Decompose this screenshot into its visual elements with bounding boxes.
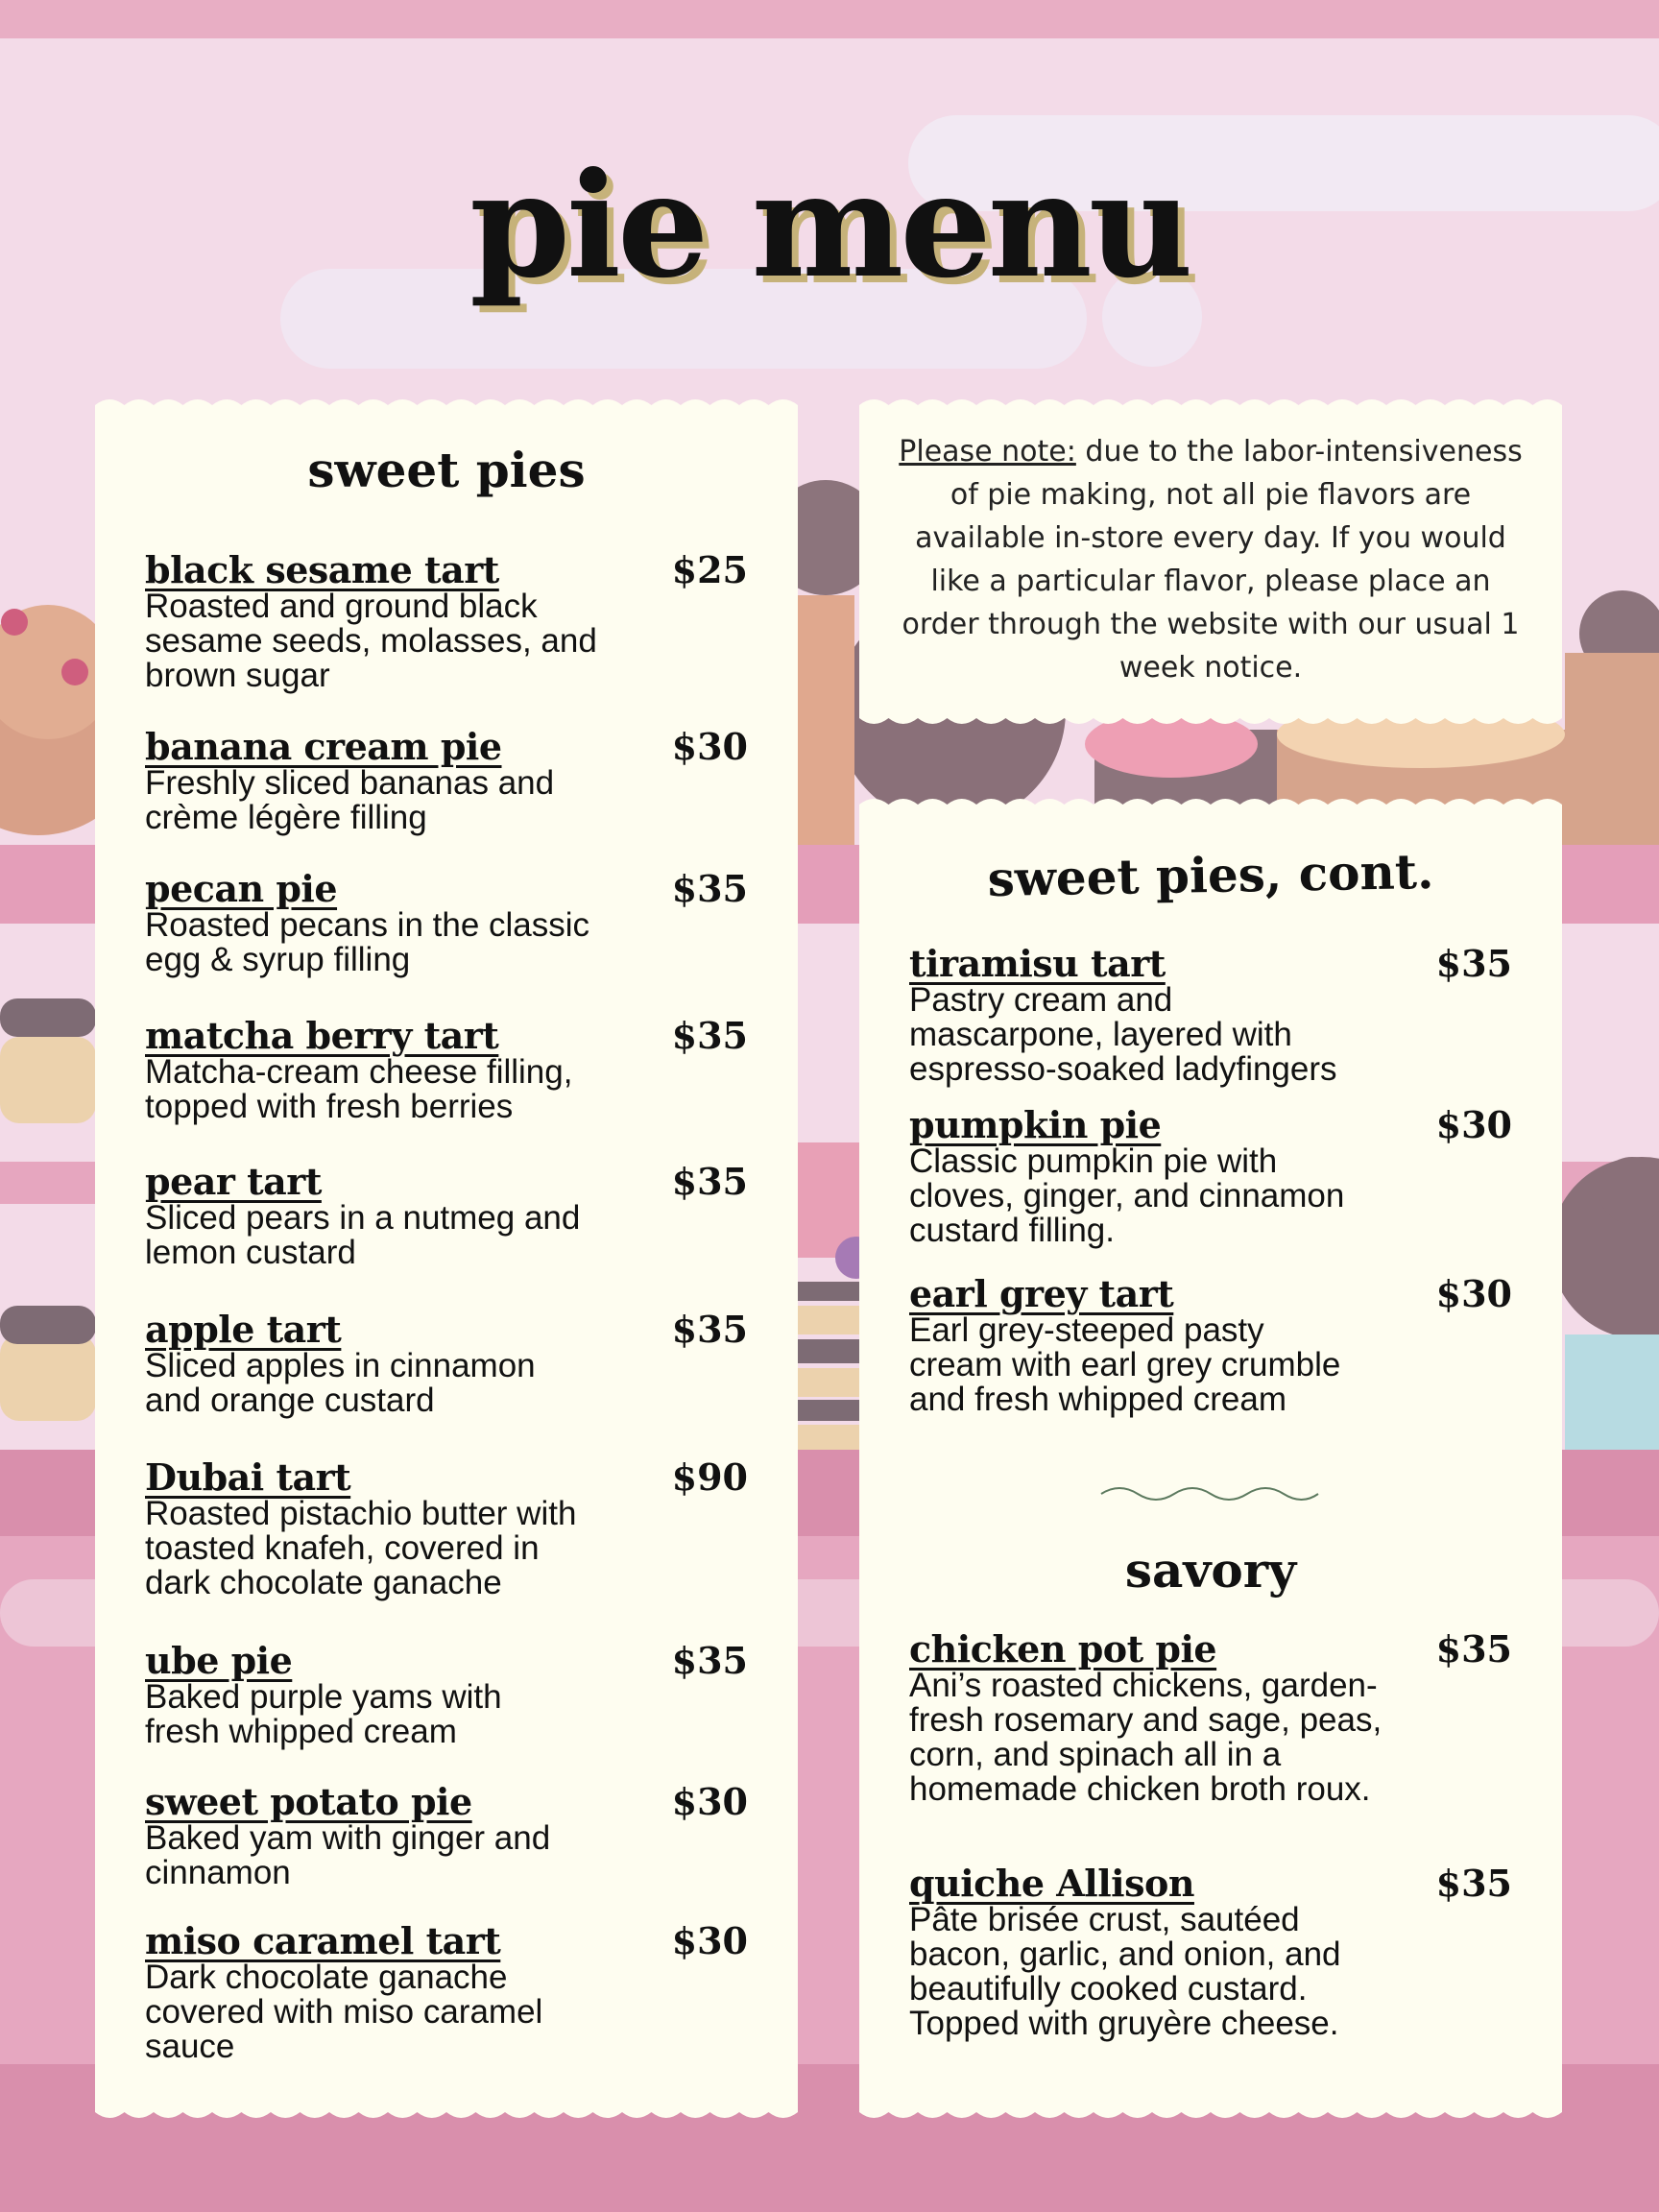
- menu-item: [145, 1309, 748, 1418]
- sweet-pies-heading: sweet pies: [307, 442, 586, 498]
- item-name: quiche Allison: [909, 1862, 1194, 1905]
- item-name: tiramisu tart: [909, 942, 1166, 985]
- menu-item: [145, 1781, 748, 1890]
- note-text: due to the labor-intensiveness of pie making, not all pie flavors are available in-store every day. If you would like a particular flavor, please place an order through the website with our usual 1 week notice.: [902, 435, 1523, 685]
- item-price: $30: [1435, 1103, 1512, 1146]
- savory-heading: savory: [1124, 1542, 1297, 1599]
- availability-note: [898, 430, 1524, 689]
- item-price: $35: [1435, 1862, 1512, 1905]
- item-description: Sliced apples in cinnamon and orange custard: [145, 1347, 536, 1419]
- item-name: sweet potato pie: [145, 1780, 472, 1823]
- item-description: Baked yam with ginger and cinnamon: [145, 1819, 551, 1891]
- sweet-pies-cont-heading: sweet pies, cont.: [987, 842, 1434, 908]
- item-description: Classic pumpkin pie with cloves, ginger, and cinnamon custard filling.: [909, 1142, 1345, 1249]
- menu-title: pie menu: [469, 141, 1190, 310]
- item-description: Earl grey-steeped pasty cream with earl grey crumble and fresh whipped cream: [909, 1311, 1341, 1418]
- item-description: Pastry cream and mascarpone, layered with espresso-soaked ladyfingers: [909, 981, 1337, 1088]
- wavy-top-edge: [859, 394, 1562, 413]
- menu-item: [145, 1920, 748, 2064]
- item-price: $35: [671, 1308, 748, 1351]
- menu-item: [145, 726, 748, 835]
- item-name: pecan pie: [145, 867, 338, 910]
- item-description: Roasted pecans in the classic egg & syrup filling: [145, 906, 590, 978]
- item-name: miso caramel tart: [145, 1919, 501, 1962]
- item-description: Freshly sliced bananas and crème légère filling: [145, 764, 555, 836]
- menu-item: [145, 1640, 748, 1749]
- item-description: Pâte brisée crust, sautéed bacon, garlic, and onion, and beautifully cooked custard. Topped with gruyère cheese.: [909, 1901, 1341, 2042]
- wavy-bottom-edge: [859, 710, 1562, 730]
- item-description: Matcha-cream cheese filling, topped with fresh berries: [145, 1053, 573, 1125]
- menu-item: [145, 549, 748, 693]
- menu-item: [145, 868, 748, 977]
- sweet-pies-card: [95, 405, 798, 2112]
- item-price: $35: [1435, 942, 1512, 985]
- item-price: $30: [671, 1919, 748, 1962]
- note-label: Please note:: [899, 435, 1076, 469]
- wavy-bottom-edge: [859, 2104, 1562, 2124]
- item-price: $35: [671, 1160, 748, 1203]
- wavy-top-edge: [859, 793, 1562, 812]
- item-description: Dark chocolate ganache covered with miso caramel sauce: [145, 1959, 543, 2065]
- menu-item: [145, 1456, 748, 1600]
- item-name: matcha berry tart: [145, 1014, 499, 1057]
- item-name: black sesame tart: [145, 548, 499, 591]
- menu-item: [909, 943, 1512, 1087]
- item-name: chicken pot pie: [909, 1627, 1217, 1671]
- item-name: apple tart: [145, 1308, 342, 1351]
- menu-item: [909, 1273, 1512, 1417]
- menu-item: [909, 1104, 1512, 1248]
- item-price: $30: [671, 1780, 748, 1823]
- item-price: $90: [671, 1455, 748, 1499]
- item-name: pumpkin pie: [909, 1103, 1162, 1146]
- item-price: $35: [671, 1014, 748, 1057]
- item-description: Baked purple yams with fresh whipped cream: [145, 1678, 502, 1750]
- sweet-cont-savory-card: [859, 805, 1562, 2112]
- item-price: $30: [1435, 1272, 1512, 1315]
- item-description: Roasted and ground black sesame seeds, molasses, and brown sugar: [145, 588, 597, 694]
- item-name: Dubai tart: [145, 1455, 351, 1499]
- item-description: Ani’s roasted chickens, garden- fresh rosemary and sage, peas, corn, and spinach all in a homemade chicken broth roux.: [909, 1667, 1382, 1808]
- item-price: $35: [671, 1639, 748, 1682]
- wavy-bottom-edge: [95, 2104, 798, 2124]
- menu-item: [909, 1863, 1512, 2041]
- wavy-top-edge: [95, 394, 798, 413]
- item-name: pear tart: [145, 1160, 322, 1203]
- menu-item: [145, 1015, 748, 1124]
- item-price: $35: [1435, 1627, 1512, 1671]
- item-price: $35: [671, 867, 748, 910]
- menu-item: [145, 1161, 748, 1270]
- item-description: Roasted pistachio butter with toasted knafeh, covered in dark chocolate ganache: [145, 1495, 577, 1601]
- item-description: Sliced pears in a nutmeg and lemon custard: [145, 1199, 581, 1271]
- item-price: $25: [671, 548, 748, 591]
- menu-item: [909, 1628, 1512, 1807]
- item-price: $30: [671, 725, 748, 768]
- wavy-divider-icon: [1099, 1482, 1320, 1505]
- item-name: ube pie: [145, 1639, 293, 1682]
- item-name: earl grey tart: [909, 1272, 1174, 1315]
- item-name: banana cream pie: [145, 725, 502, 768]
